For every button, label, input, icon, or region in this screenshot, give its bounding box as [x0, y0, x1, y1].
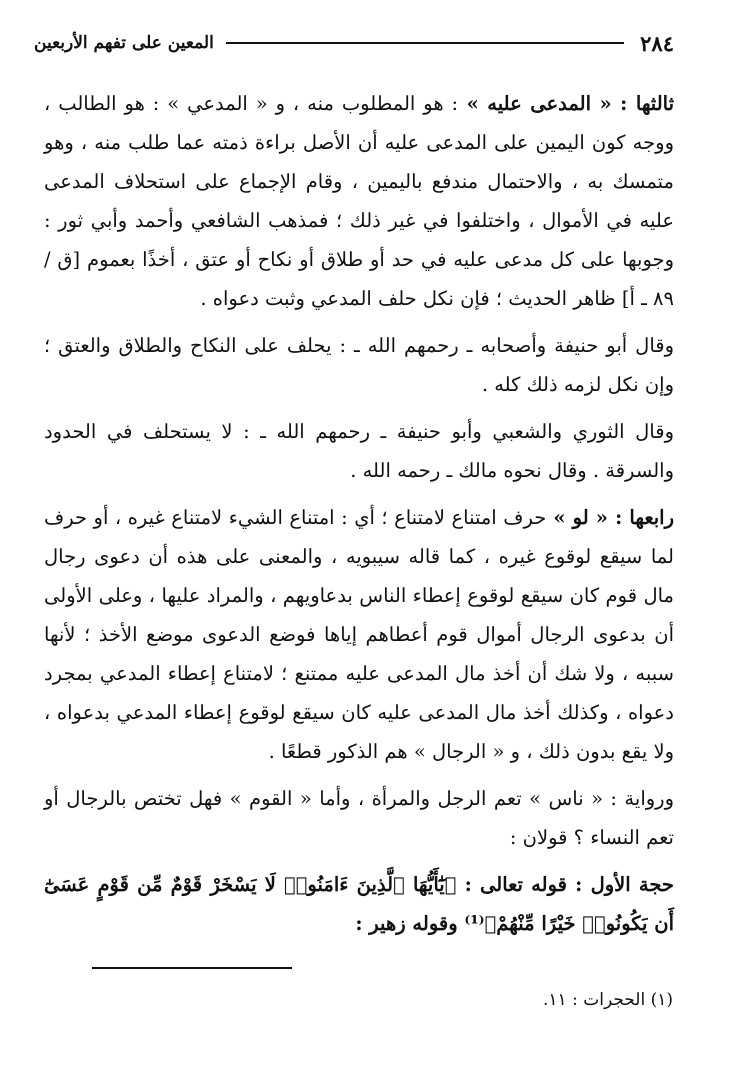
paragraph-lead: ثالثها : « المدعى عليه »	[458, 92, 675, 115]
paragraph-text: : هو المطلوب منه ، و « المدعي » : هو الطالب ، ووجه كون اليمين على المدعى عليه أن الأصل براءة ذمته عما طلب منه ، وهو متمسك به ، والاحتمال مندفع باليمين ، وقام الإجماع على استحلاف المدعى عليه في الأموال ، واختلفوا في غير ذلك ؛ فمذهب الشافعي وأحمد وأبي ثور : وجوبها على كل مدعى عليه في حد أو طلاق أو نكاح أو عتق ، أخذًا بعموم [ق / ٨٩ ـ أ] ظاهر الحديث ؛ فإن نكل حلف المدعي وثبت دعواه .	[44, 92, 674, 310]
running-title: المعين على تفهم الأربعين	[34, 33, 214, 53]
paragraph-thawri	[44, 412, 674, 490]
page-header	[34, 26, 674, 60]
paragraph-text: وقال أبو حنيفة وأصحابه ـ رحمهم الله ـ : يحلف على النكاح والطلاق والعتق ؛ وإن نكل لزمه ذلك كله .	[44, 334, 674, 396]
paragraph-text: حرف امتناع لامتناع ؛ أي : امتناع الشيء لامتناع غيره ، أو حرف لما سيقع لوقوع غيره ، كما قاله سيبويه ، والمعنى على هذه أن دعوى رجال مال قوم كان سيقع لوقوع إعطاء الناس بدعاويهم ، والمراد عليها ، وعلى الأولى أن بدعوى الرجال أموال قوم أعطاهم إياها فوضع الدعوى موضع الأخذ ؛ لأنها سببه ، ولا شك أن أخذ مال المدعى عليه ممتنع ؛ لامتناع إعطاء المدعي بمجرد دعواه ، وكذلك أخذ مال المدعى عليه كان سيقع لوقوع إعطاء المدعي بدعواه ، ولا يقع بدون ذلك ، و « الرجال » هم الذكور قطعًا .	[44, 506, 674, 763]
footnote: (١) الحجرات : ١١.	[543, 990, 673, 1010]
paragraph-abu-hanifa	[44, 326, 674, 404]
page-body	[44, 84, 674, 949]
paragraph-text: وقال الثوري والشعبي وأبو حنيفة ـ رحمهم الله ـ : لا يستحلف في الحدود والسرقة . وقال نحوه مالك ـ رحمه الله .	[44, 420, 674, 482]
paragraph-lead: رابعها : « لو »	[546, 506, 674, 529]
paragraph-hujja	[44, 865, 674, 943]
page-number: ٢٨٤	[640, 30, 674, 56]
paragraph-text: حجة الأول : قوله تعالى : ﴿يَٰٓأَيُّهَا ٱلَّذِينَ ءَامَنُوا۟ لَا يَسْخَرْ قَوْمٌ مِّن قَوْمٍ عَسَىٰٓ أَن يَكُونُوا۟ خَيْرًا مِّنْهُمْ﴾⁽¹⁾ وقوله زهير :	[44, 873, 674, 935]
header-rule	[226, 42, 624, 44]
paragraph-third	[44, 84, 674, 318]
paragraph-riwaya	[44, 779, 674, 857]
paragraph-text: ورواية : « ناس » تعم الرجل والمرأة ، وأما « القوم » فهل تختص بالرجال أو تعم النساء ؟ قولان :	[44, 787, 674, 849]
footnote-rule	[92, 967, 292, 969]
paragraph-fourth	[44, 498, 674, 771]
